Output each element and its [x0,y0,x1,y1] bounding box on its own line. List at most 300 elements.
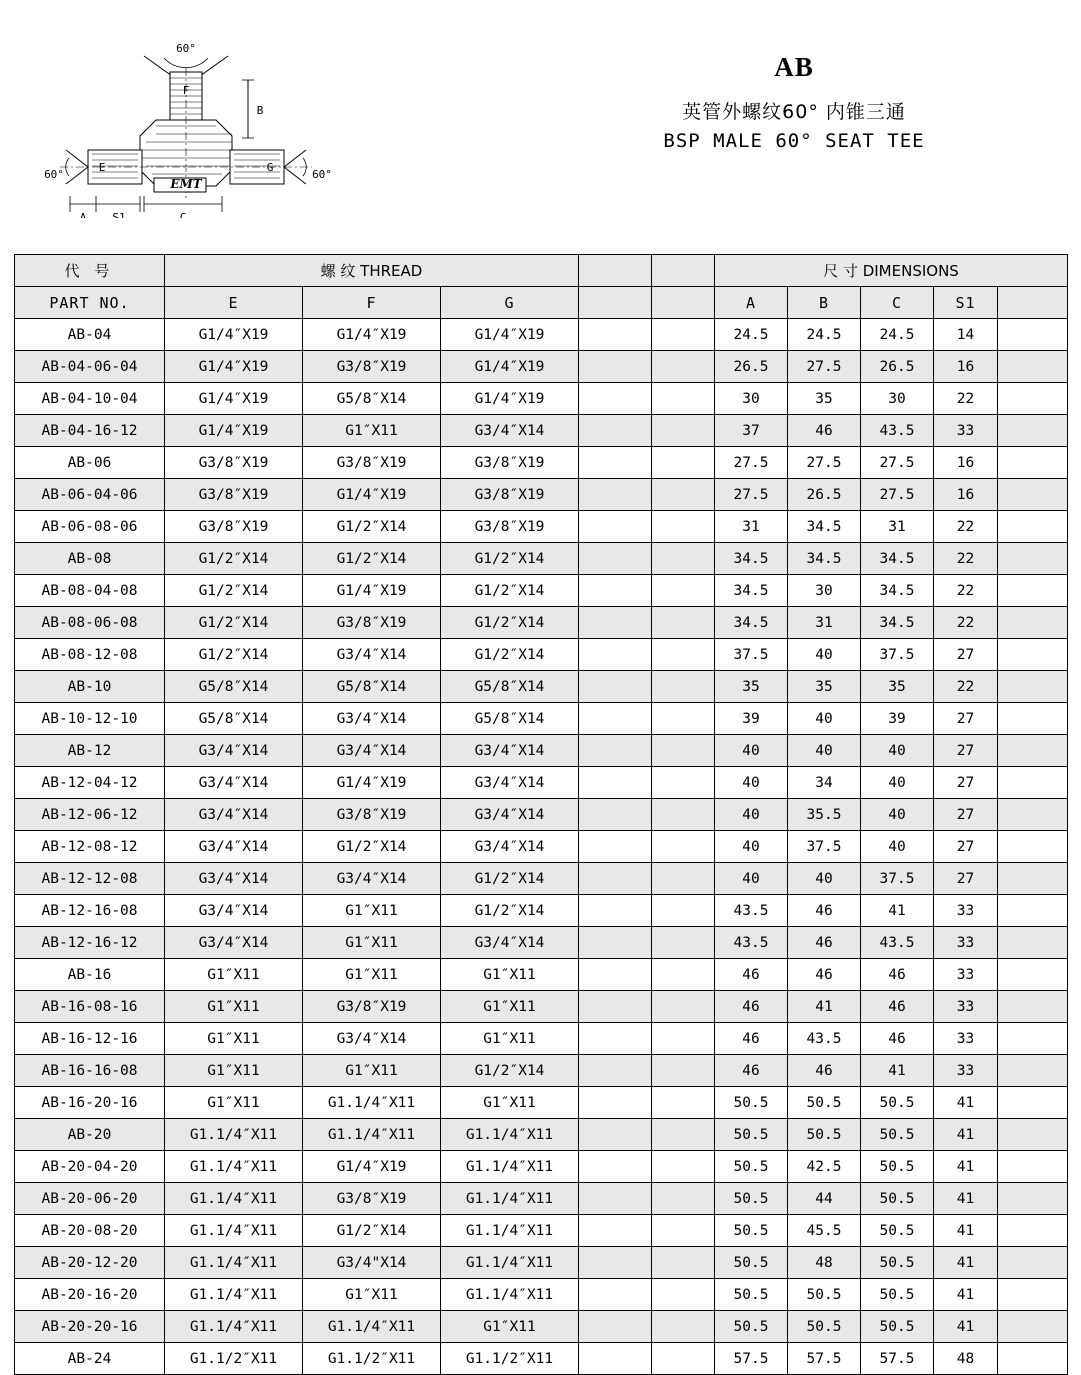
cell-thread-e: G1″X11 [165,1055,303,1087]
cell-spacer-2 [652,927,715,959]
cell-spacer-1 [579,831,652,863]
cell-thread-f: G1/4″X19 [303,767,441,799]
cell-spacer-1 [579,575,652,607]
cell-thread-g: G3/4″X14 [441,927,579,959]
cell-spacer-1 [579,1087,652,1119]
cell-dim-a: 24.5 [715,319,788,351]
header-b: B [788,287,861,319]
table-row [15,703,1068,735]
diagram-label-b: B [256,104,264,117]
cell-thread-f: G3/8″X19 [303,351,441,383]
cell-thread-g: G1/4″X19 [441,351,579,383]
cell-spacer-1 [579,1343,652,1375]
cell-dim-s1: 33 [934,1023,998,1055]
cell-dim-a: 43.5 [715,895,788,927]
cell-dim-s1: 33 [934,959,998,991]
cell-dim-b: 43.5 [788,1023,861,1055]
cell-spacer-2 [652,767,715,799]
cell-dim-c: 34.5 [861,575,934,607]
cell-thread-g: G1/4″X19 [441,319,579,351]
cell-thread-f: G3/8″X19 [303,799,441,831]
cell-dim-s1: 41 [934,1247,998,1279]
table-row [15,1311,1068,1343]
cell-thread-f: G1/4″X19 [303,1151,441,1183]
cell-part-no: AB-08-04-08 [15,575,165,607]
cell-dim-a: 40 [715,767,788,799]
cell-dim-a: 46 [715,1055,788,1087]
cell-thread-g: G3/4″X14 [441,735,579,767]
brand-logo: EMT [170,177,202,191]
cell-thread-f: G1.1/2″X11 [303,1343,441,1375]
cell-spacer-3 [998,1023,1068,1055]
header-part-no: PART NO. [15,287,165,319]
cell-dim-b: 48 [788,1247,861,1279]
cell-dim-b: 30 [788,575,861,607]
table-row [15,991,1068,1023]
cell-dim-b: 35 [788,383,861,415]
table-row [15,927,1068,959]
cell-dim-s1: 33 [934,927,998,959]
cell-thread-e: G1.1/4″X11 [165,1183,303,1215]
table-row [15,383,1068,415]
cell-thread-e: G3/4″X14 [165,927,303,959]
cell-spacer-2 [652,1183,715,1215]
cell-dim-a: 43.5 [715,927,788,959]
header-dimensions-group: 尺 寸 DIMENSIONS [715,255,1068,287]
cell-spacer-1 [579,927,652,959]
cell-spacer-3 [998,703,1068,735]
cell-thread-g: G1″X11 [441,1311,579,1343]
header-g: G [441,287,579,319]
cell-thread-e: G3/4″X14 [165,831,303,863]
diagram-label-c: C [179,211,187,218]
cell-spacer-2 [652,543,715,575]
cell-thread-g: G1″X11 [441,1023,579,1055]
cell-dim-s1: 48 [934,1343,998,1375]
cell-spacer-1 [579,863,652,895]
cell-dim-a: 50.5 [715,1247,788,1279]
cell-dim-s1: 22 [934,607,998,639]
cell-thread-g: G1.1/4″X11 [441,1279,579,1311]
product-code: AB [774,52,814,82]
cell-dim-c: 50.5 [861,1087,934,1119]
table-row [15,863,1068,895]
cell-dim-b: 31 [788,607,861,639]
table-row [15,351,1068,383]
cell-dim-s1: 27 [934,703,998,735]
cell-dim-c: 27.5 [861,447,934,479]
cell-part-no: AB-08-06-08 [15,607,165,639]
cell-part-no: AB-12 [15,735,165,767]
cell-thread-g: G1.1/4″X11 [441,1215,579,1247]
cell-dim-c: 41 [861,895,934,927]
cell-part-no: AB-20 [15,1119,165,1151]
cell-part-no: AB-12-04-12 [15,767,165,799]
cell-thread-g: G1.1/4″X11 [441,1183,579,1215]
cell-spacer-3 [998,767,1068,799]
cell-thread-g: G1/2″X14 [441,607,579,639]
cell-spacer-3 [998,1119,1068,1151]
table-row [15,1215,1068,1247]
cell-dim-s1: 41 [934,1215,998,1247]
cell-dim-c: 46 [861,959,934,991]
cell-thread-e: G1″X11 [165,1023,303,1055]
cell-spacer-1 [579,383,652,415]
cell-thread-f: G1/4″X19 [303,479,441,511]
diagram-label-angle-left: 60° [44,168,64,181]
cell-dim-b: 57.5 [788,1343,861,1375]
cell-dim-b: 35.5 [788,799,861,831]
specification-table [14,254,1068,1375]
cell-thread-f: G1″X11 [303,1279,441,1311]
cell-thread-e: G1″X11 [165,991,303,1023]
cell-dim-a: 40 [715,863,788,895]
cell-spacer-3 [998,511,1068,543]
cell-spacer-1 [579,479,652,511]
cell-dim-s1: 14 [934,319,998,351]
table-row [15,895,1068,927]
cell-dim-c: 50.5 [861,1247,934,1279]
cell-dim-a: 34.5 [715,543,788,575]
cell-thread-f: G1/2″X14 [303,831,441,863]
cell-dim-a: 34.5 [715,607,788,639]
cell-thread-f: G3/8″X19 [303,447,441,479]
table-row [15,479,1068,511]
cell-dim-a: 46 [715,991,788,1023]
cell-spacer-3 [998,831,1068,863]
cell-dim-c: 30 [861,383,934,415]
cell-dim-c: 31 [861,511,934,543]
cell-thread-f: G1.1/4″X11 [303,1311,441,1343]
cell-thread-f: G3/4″X14 [303,863,441,895]
cell-thread-f: G3/4″X14 [303,703,441,735]
cell-spacer-3 [998,895,1068,927]
table-row [15,735,1068,767]
table-row [15,799,1068,831]
cell-dim-b: 50.5 [788,1087,861,1119]
cell-part-no: AB-06-04-06 [15,479,165,511]
cell-part-no: AB-16-20-16 [15,1087,165,1119]
cell-spacer-1 [579,895,652,927]
cell-thread-g: G1.1/4″X11 [441,1119,579,1151]
cell-thread-g: G1″X11 [441,1087,579,1119]
cell-spacer-3 [998,1279,1068,1311]
cell-dim-c: 43.5 [861,927,934,959]
cell-dim-c: 50.5 [861,1119,934,1151]
cell-spacer-2 [652,479,715,511]
cell-thread-f: G3/8″X19 [303,607,441,639]
cell-spacer-2 [652,415,715,447]
diagram-label-angle-right: 60° [312,168,332,181]
cell-spacer-2 [652,671,715,703]
table-row [15,1119,1068,1151]
cell-thread-e: G3/4″X14 [165,799,303,831]
cell-dim-c: 50.5 [861,1151,934,1183]
cell-spacer-2 [652,1311,715,1343]
cell-dim-b: 46 [788,895,861,927]
cell-spacer-3 [998,543,1068,575]
cell-spacer-3 [998,575,1068,607]
cell-spacer-2 [652,447,715,479]
cell-dim-a: 37.5 [715,639,788,671]
header-thread-group: 螺 纹 THREAD [165,255,579,287]
cell-part-no: AB-12-08-12 [15,831,165,863]
cell-part-no: AB-04-06-04 [15,351,165,383]
cell-spacer-1 [579,1183,652,1215]
cell-spacer-2 [652,703,715,735]
table-row [15,639,1068,671]
cell-part-no: AB-12-16-12 [15,927,165,959]
cell-spacer-1 [579,351,652,383]
cell-spacer-2 [652,959,715,991]
cell-part-no: AB-16 [15,959,165,991]
cell-spacer-1 [579,447,652,479]
cell-dim-s1: 33 [934,1055,998,1087]
cell-dim-c: 43.5 [861,415,934,447]
cell-thread-g: G1/2″X14 [441,1055,579,1087]
cell-part-no: AB-16-08-16 [15,991,165,1023]
cell-thread-e: G1.1/4″X11 [165,1247,303,1279]
cell-spacer-2 [652,1247,715,1279]
cell-spacer-3 [998,959,1068,991]
cell-dim-b: 45.5 [788,1215,861,1247]
cell-dim-s1: 22 [934,383,998,415]
cell-dim-s1: 41 [934,1279,998,1311]
cell-dim-b: 50.5 [788,1279,861,1311]
cell-dim-b: 27.5 [788,351,861,383]
cell-thread-e: G3/8″X19 [165,447,303,479]
cell-dim-b: 27.5 [788,447,861,479]
cell-spacer-1 [579,1311,652,1343]
cell-thread-g: G1.1/4″X11 [441,1151,579,1183]
cell-thread-g: G1/2″X14 [441,863,579,895]
cell-spacer-3 [998,1087,1068,1119]
cell-thread-g: G3/4″X14 [441,831,579,863]
header-c: C [861,287,934,319]
cell-thread-g: G3/4″X14 [441,767,579,799]
cell-dim-s1: 33 [934,895,998,927]
cell-part-no: AB-04-16-12 [15,415,165,447]
cell-dim-a: 37 [715,415,788,447]
cell-thread-f: G1″X11 [303,415,441,447]
cell-part-no: AB-08-12-08 [15,639,165,671]
cell-thread-e: G3/8″X19 [165,511,303,543]
cell-spacer-3 [998,671,1068,703]
cell-spacer-1 [579,1023,652,1055]
cell-thread-e: G3/4″X14 [165,767,303,799]
cell-spacer-1 [579,1247,652,1279]
cell-thread-e: G5/8″X14 [165,671,303,703]
cell-dim-c: 50.5 [861,1279,934,1311]
table-column-header-row [15,287,1068,319]
spec-table-wrapper [14,254,1067,1375]
cell-dim-c: 35 [861,671,934,703]
cell-thread-f: G1/4″X19 [303,319,441,351]
diagram-label-e: E [98,161,106,174]
cell-part-no: AB-10-12-10 [15,703,165,735]
cell-dim-a: 35 [715,671,788,703]
table-row [15,575,1068,607]
table-row [15,447,1068,479]
cell-dim-s1: 27 [934,863,998,895]
cell-thread-g: G3/4″X14 [441,415,579,447]
cell-dim-b: 40 [788,735,861,767]
diagram-label-a: A [79,211,87,218]
cell-dim-c: 37.5 [861,863,934,895]
page-header [0,0,1081,232]
cell-dim-c: 50.5 [861,1183,934,1215]
table-row [15,831,1068,863]
cell-spacer-1 [579,767,652,799]
cell-dim-c: 41 [861,1055,934,1087]
cell-spacer-2 [652,1279,715,1311]
table-head [15,255,1068,319]
cell-thread-f: G1/2″X14 [303,1215,441,1247]
header-part-cn: 代 号 [15,255,165,287]
cell-spacer-3 [998,383,1068,415]
cell-spacer-1 [579,1055,652,1087]
cell-thread-f: G3/4″X14 [303,735,441,767]
cell-thread-g: G1.1/4″X11 [441,1247,579,1279]
cell-dim-c: 46 [861,1023,934,1055]
cell-dim-c: 50.5 [861,1311,934,1343]
cell-part-no: AB-20-04-20 [15,1151,165,1183]
cell-spacer-3 [998,1343,1068,1375]
table-row [15,319,1068,351]
cell-spacer-2 [652,991,715,1023]
header-a: A [715,287,788,319]
cell-thread-f: G3/8″X19 [303,1183,441,1215]
cell-part-no: AB-20-08-20 [15,1215,165,1247]
cell-spacer-1 [579,991,652,1023]
cell-part-no: AB-20-16-20 [15,1279,165,1311]
table-row [15,1055,1068,1087]
cell-spacer-2 [652,895,715,927]
cell-dim-c: 57.5 [861,1343,934,1375]
cell-thread-f: G1″X11 [303,895,441,927]
table-row [15,1183,1068,1215]
cell-thread-e: G1/4″X19 [165,415,303,447]
cell-dim-b: 42.5 [788,1151,861,1183]
cell-thread-f: G5/8″X14 [303,671,441,703]
cell-spacer-3 [998,1183,1068,1215]
cell-thread-e: G1.1/4″X11 [165,1311,303,1343]
cell-thread-g: G5/8″X14 [441,703,579,735]
cell-thread-e: G1/2″X14 [165,543,303,575]
cell-dim-a: 50.5 [715,1311,788,1343]
cell-spacer-1 [579,607,652,639]
tee-fitting-drawing [36,18,336,218]
cell-dim-b: 46 [788,1055,861,1087]
cell-spacer-3 [998,607,1068,639]
table-row [15,671,1068,703]
cell-part-no: AB-20-06-20 [15,1183,165,1215]
cell-spacer-1 [579,543,652,575]
header-spacer-3 [579,287,652,319]
cell-thread-g: G1/2″X14 [441,639,579,671]
cell-dim-a: 50.5 [715,1215,788,1247]
cell-dim-b: 50.5 [788,1119,861,1151]
product-title-chinese: 英管外螺纹60° 内锥三通 [682,101,906,123]
cell-thread-g: G3/8″X19 [441,447,579,479]
cell-spacer-3 [998,415,1068,447]
header-spacer-4 [652,287,715,319]
cell-thread-e: G1/2″X14 [165,575,303,607]
cell-spacer-2 [652,383,715,415]
cell-dim-c: 40 [861,799,934,831]
cell-thread-g: G1.1/2″X11 [441,1343,579,1375]
cell-dim-c: 46 [861,991,934,1023]
diagram-label-g: G [266,161,274,174]
cell-thread-f: G1″X11 [303,959,441,991]
cell-dim-a: 50.5 [715,1279,788,1311]
cell-dim-c: 34.5 [861,543,934,575]
title-block [579,52,1009,152]
cell-dim-s1: 22 [934,575,998,607]
cell-dim-b: 40 [788,703,861,735]
diagram-label-angle-top: 60° [176,42,196,55]
cell-thread-f: G5/8″X14 [303,383,441,415]
table-row [15,511,1068,543]
cell-spacer-1 [579,511,652,543]
table-row [15,767,1068,799]
cell-part-no: AB-04-10-04 [15,383,165,415]
cell-dim-b: 44 [788,1183,861,1215]
cell-dim-a: 57.5 [715,1343,788,1375]
cell-spacer-1 [579,415,652,447]
cell-part-no: AB-12-12-08 [15,863,165,895]
cell-thread-g: G1/4″X19 [441,383,579,415]
cell-dim-c: 34.5 [861,607,934,639]
cell-thread-f: G3/8″X19 [303,991,441,1023]
cell-spacer-1 [579,319,652,351]
cell-spacer-2 [652,1023,715,1055]
cell-dim-b: 40 [788,863,861,895]
cell-spacer-3 [998,991,1068,1023]
cell-dim-a: 40 [715,799,788,831]
cell-spacer-2 [652,319,715,351]
table-row [15,1023,1068,1055]
cell-spacer-3 [998,1247,1068,1279]
cell-spacer-2 [652,1087,715,1119]
cell-thread-g: G3/8″X19 [441,511,579,543]
cell-part-no: AB-10 [15,671,165,703]
cell-dim-b: 46 [788,927,861,959]
cell-thread-e: G5/8″X14 [165,703,303,735]
cell-spacer-2 [652,511,715,543]
cell-dim-a: 50.5 [715,1087,788,1119]
cell-thread-e: G1/4″X19 [165,351,303,383]
cell-thread-e: G1/4″X19 [165,383,303,415]
table-row [15,543,1068,575]
cell-dim-a: 27.5 [715,479,788,511]
cell-thread-g: G1″X11 [441,959,579,991]
cell-dim-a: 31 [715,511,788,543]
cell-part-no: AB-12-16-08 [15,895,165,927]
cell-part-no: AB-16-16-08 [15,1055,165,1087]
cell-spacer-2 [652,639,715,671]
diagram-label-s1: S1 [112,211,126,218]
cell-dim-s1: 16 [934,351,998,383]
cell-thread-f: G3/4″X14 [303,639,441,671]
cell-part-no: AB-20-12-20 [15,1247,165,1279]
cell-thread-e: G1″X11 [165,1087,303,1119]
cell-dim-s1: 41 [934,1087,998,1119]
cell-thread-f: G3/4″X14 [303,1023,441,1055]
cell-thread-g: G1/2″X14 [441,895,579,927]
cell-spacer-2 [652,575,715,607]
cell-dim-s1: 41 [934,1151,998,1183]
